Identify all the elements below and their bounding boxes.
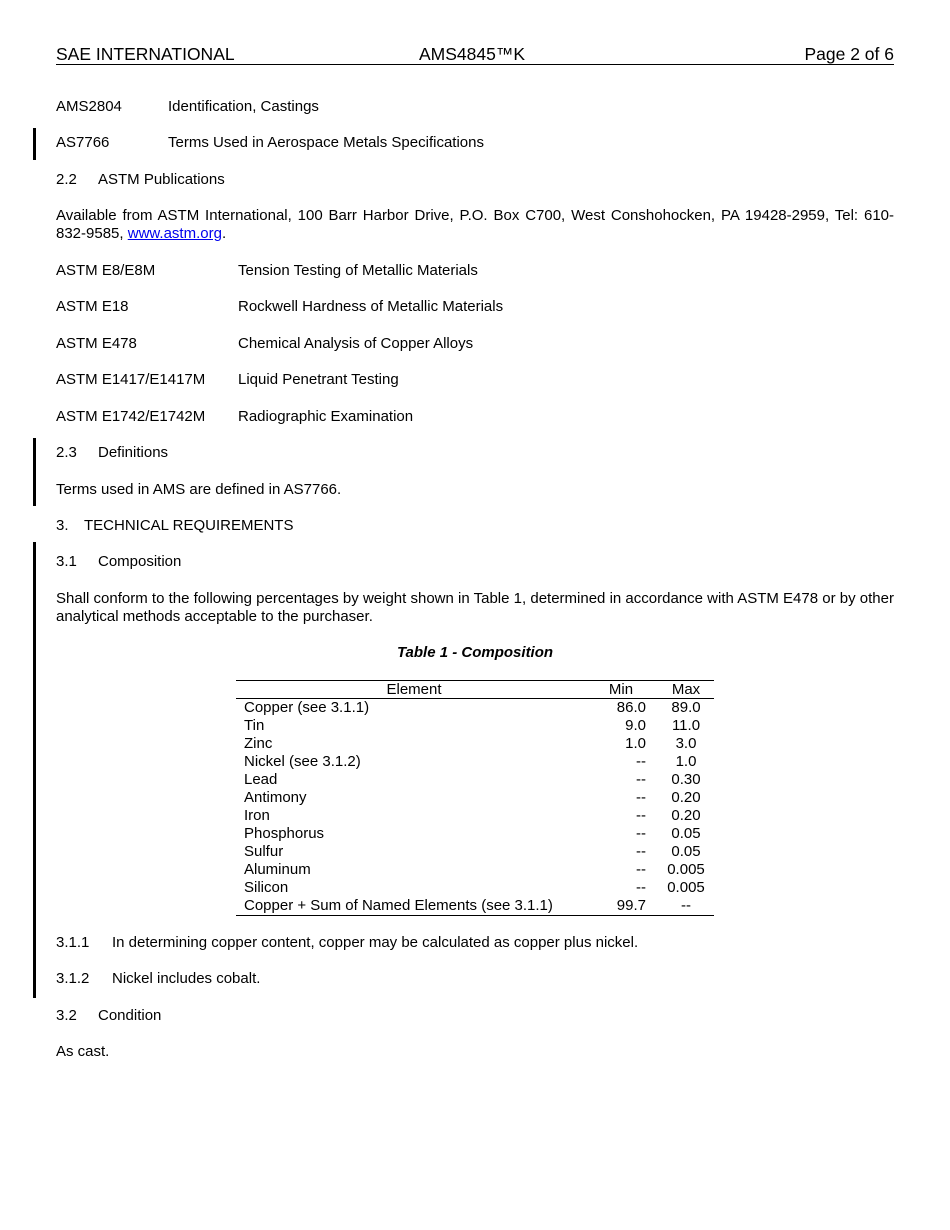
min-cell: 9.0 — [625, 717, 646, 734]
section-title: Composition — [98, 553, 182, 570]
table-row — [236, 807, 714, 825]
min-cell: 1.0 — [625, 735, 646, 752]
min-cell: 99.7 — [584, 897, 658, 916]
section-title: Condition — [98, 1007, 162, 1024]
min-cell: -- — [636, 825, 646, 842]
max-cell: 0.05 — [671, 825, 701, 842]
table-row — [236, 789, 714, 807]
ref-title: Tension Testing of Metallic Materials — [238, 262, 478, 279]
section-number: 3.1 — [56, 553, 77, 570]
ref-code: ASTM E8/E8M — [56, 262, 156, 279]
element-cell: Aluminum — [244, 861, 311, 878]
ref-code: ASTM E18 — [56, 298, 129, 315]
table-row — [236, 861, 714, 879]
table-row — [236, 753, 714, 771]
ref-title: Liquid Penetrant Testing — [238, 371, 399, 388]
header-org: SAE INTERNATIONAL — [56, 44, 235, 64]
note-number: 3.1.1 — [56, 934, 90, 951]
min-cell: -- — [636, 771, 646, 788]
astm-link[interactable]: www.astm.org — [127, 225, 222, 242]
ref-code: ASTM E478 — [56, 335, 137, 352]
max-cell: 0.005 — [667, 861, 705, 878]
column-header-max: Max — [658, 681, 714, 699]
note-text: In determining copper content, copper may be calculated as copper plus nickel. — [112, 934, 639, 951]
table-row — [236, 879, 714, 897]
element-cell: Silicon — [244, 879, 289, 896]
ref-code: ASTM E1417/E1417M — [56, 371, 206, 388]
astm-address-paragraph: Available from ASTM International, 100 Barr Harbor Drive, P.O. Box C700, West Conshohocken, PA 19428-2959, Tel: 610-832-9585, www.astm.org. — [56, 207, 894, 242]
ref-title: Chemical Analysis of Copper Alloys — [238, 335, 474, 352]
page-header — [56, 44, 894, 65]
max-cell: 1.0 — [675, 753, 697, 770]
change-bar — [33, 128, 36, 160]
table-row — [236, 897, 714, 916]
column-header-element: Element — [236, 681, 584, 699]
header-doc-id: AMS4845™K — [419, 44, 526, 64]
min-cell: -- — [636, 843, 646, 860]
table-row — [236, 771, 714, 789]
min-cell: 86.0 — [616, 699, 646, 716]
note-number: 3.1.2 — [56, 970, 90, 987]
table-caption: Table 1 - Composition — [396, 644, 554, 661]
max-cell: 11.0 — [671, 717, 701, 734]
element-cell: Zinc — [244, 735, 273, 752]
ref-code: AS7766 — [56, 134, 110, 151]
ref-title: Radiographic Examination — [238, 408, 414, 425]
composition-paragraph: Shall conform to the following percentages by weight shown in Table 1, determined in accordance with ASTM E478 or by other analytical methods acceptable to the purchaser. — [56, 590, 894, 625]
condition-text: As cast. — [56, 1043, 110, 1060]
section-title: TECHNICAL REQUIREMENTS — [84, 517, 294, 534]
ref-title: Terms Used in Aerospace Metals Specifications — [168, 134, 484, 151]
ref-code: ASTM E1742/E1742M — [56, 408, 206, 425]
ref-code: AMS2804 — [56, 98, 122, 115]
min-cell: -- — [636, 789, 646, 806]
element-cell: Copper (see 3.1.1) — [244, 699, 370, 716]
max-cell: 0.005 — [667, 879, 705, 896]
table-row — [236, 825, 714, 843]
element-cell: Iron — [244, 807, 270, 824]
section-title: Definitions — [98, 444, 169, 461]
max-cell: 0.20 — [671, 789, 701, 806]
composition-table — [236, 680, 714, 916]
min-cell: -- — [636, 753, 646, 770]
change-bar — [33, 542, 36, 998]
section-number: 3. — [56, 517, 69, 534]
max-cell: 0.30 — [671, 771, 701, 788]
element-cell: Lead — [244, 771, 278, 788]
max-cell: 0.20 — [671, 807, 701, 824]
element-cell: Nickel (see 3.1.2) — [244, 753, 361, 770]
max-cell: 3.0 — [675, 735, 697, 752]
table-row — [236, 717, 714, 735]
element-cell: Copper + Sum of Named Elements (see 3.1.1) — [236, 897, 584, 916]
table-row — [236, 699, 714, 718]
max-cell: 0.05 — [671, 843, 701, 860]
table-row — [236, 843, 714, 861]
element-cell: Antimony — [244, 789, 307, 806]
definitions-text: Terms used in AMS are defined in AS7766. — [56, 481, 342, 498]
ref-title: Rockwell Hardness of Metallic Materials — [238, 298, 504, 315]
min-cell: -- — [636, 861, 646, 878]
ref-title: Identification, Castings — [168, 98, 319, 115]
min-cell: -- — [636, 879, 646, 896]
column-header-min: Min — [584, 681, 658, 699]
note-text: Nickel includes cobalt. — [112, 970, 261, 987]
table-header-row — [236, 681, 714, 699]
section-number: 3.2 — [56, 1007, 77, 1024]
header-page-number: Page 2 of 6 — [804, 44, 894, 64]
min-cell: -- — [636, 807, 646, 824]
max-cell: -- — [658, 897, 714, 916]
max-cell: 89.0 — [671, 699, 701, 716]
change-bar — [33, 438, 36, 506]
element-cell: Sulfur — [244, 843, 284, 860]
section-number: 2.3 — [56, 444, 77, 461]
element-cell: Tin — [244, 717, 265, 734]
element-cell: Phosphorus — [244, 825, 325, 842]
table-row — [236, 735, 714, 753]
section-title: ASTM Publications — [98, 171, 225, 188]
section-number: 2.2 — [56, 171, 77, 188]
